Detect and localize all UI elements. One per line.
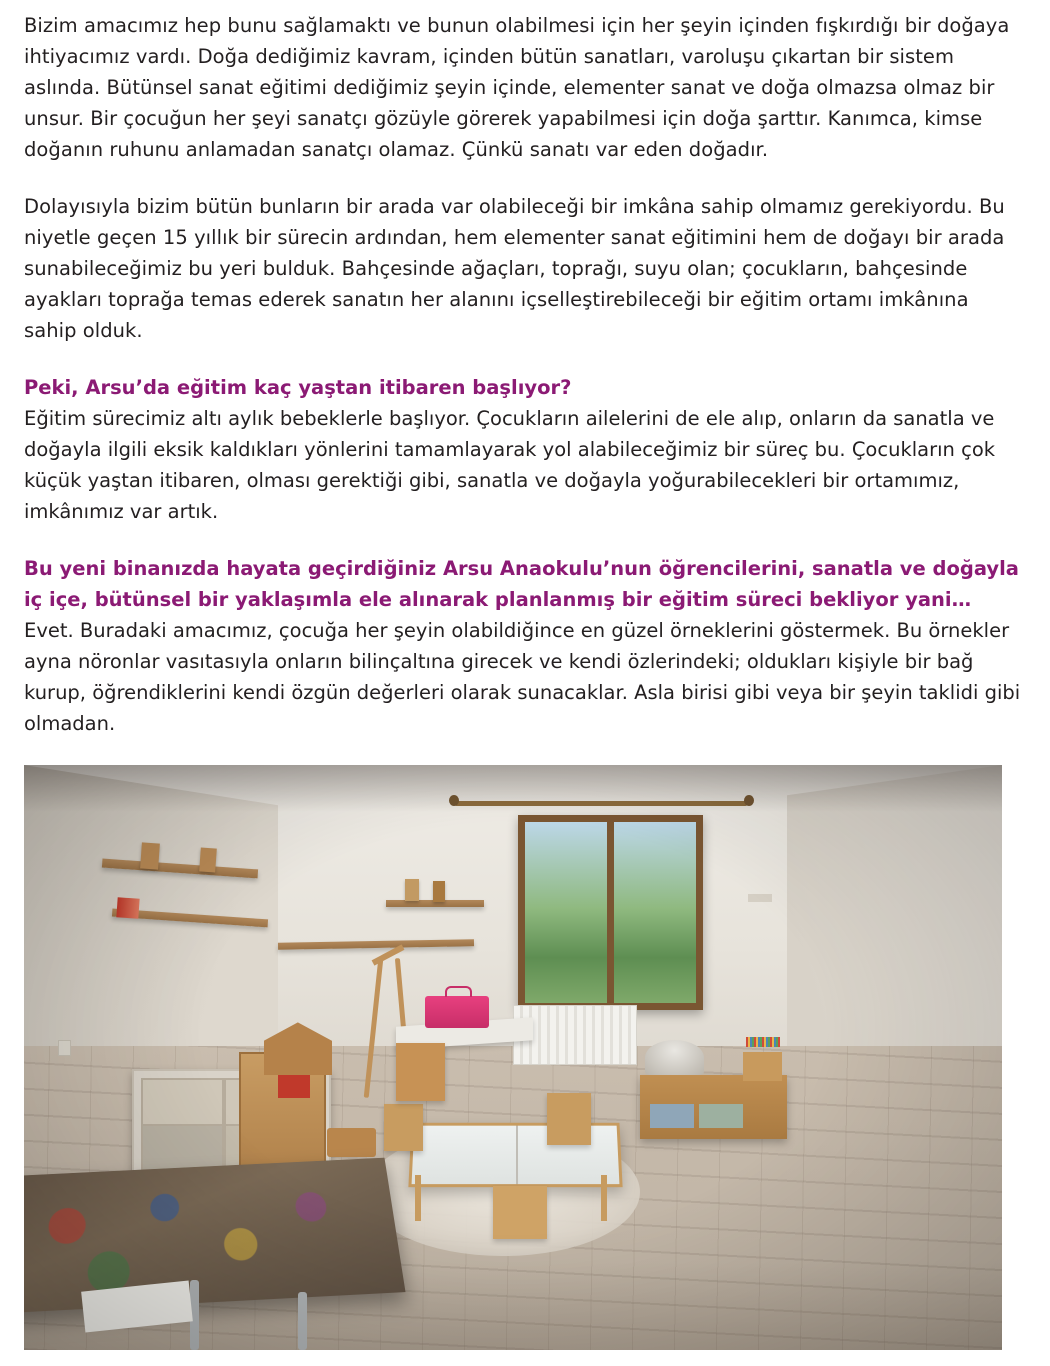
childrens-chair-1 bbox=[384, 1104, 423, 1151]
pink-bag-handle bbox=[445, 986, 472, 997]
storage-cube-3 bbox=[141, 1124, 223, 1172]
answer-1: Eğitim sürecimiz altı aylık bebeklerle başlıyor. Çocukların ailelerini de ele alıp, onların da sanatla ve doğayla ilgili eksik kaldıkları yönlerini tamamlayarak yol alabileceğimiz bir süreç bu. Çocukların çok küçük yaştan itibaren, olması gerektiği gibi, sanatla ve doğayla yoğurabilecekleri bir ortamımız, imkânımız var artık. bbox=[24, 407, 996, 523]
classroom-photo bbox=[24, 765, 1002, 1350]
paint-table-leg-2 bbox=[298, 1292, 307, 1351]
childrens-chair-2 bbox=[493, 1186, 547, 1239]
photo-illustration bbox=[24, 765, 1002, 1350]
table-seam bbox=[516, 1126, 518, 1184]
paragraph-2: Dolayısıyla bizim bütün bunların bir arada var olabileceği bir imkâna sahip olmamız gerekiyordu. Bu niyetle geçen 15 yıllık bir sürecin ardından, hem elementer sanat eğitimini hem de doğayı bir arada sunabileceğimiz bu yeri bulduk. Bahçesinde ağaçları, toprağı, suyu olan; çocukların, bahçesinde ayakları toprağa temas ederek sanatın her alanını içselleştirebileceği bir eğitim ortamı imkânına sahip olduk. bbox=[24, 195, 1005, 342]
childrens-chair-3 bbox=[547, 1093, 591, 1146]
question-1: Peki, Arsu’da eğitim kaç yaştan itibaren başlıyor? bbox=[24, 376, 572, 399]
curtain-rod bbox=[454, 801, 747, 806]
shelf-book bbox=[116, 897, 139, 918]
pencil-cup bbox=[743, 1052, 782, 1081]
pink-bag bbox=[425, 996, 489, 1028]
red-storage-box bbox=[278, 1075, 309, 1098]
storage-bin-1 bbox=[650, 1104, 694, 1127]
table-leg-left bbox=[415, 1175, 421, 1222]
question-2: Bu yeni binanızda hayata geçirdiğiniz Arsu Anaokulu’nun öğrencilerini, sanatla ve doğayla iç içe, bütünsel bir yaklaşımla ele alınarak planlanmış bir eğitim süreci bekliyor yani… bbox=[24, 557, 1019, 611]
shelf-box-4 bbox=[433, 881, 445, 902]
storage-cube-1 bbox=[141, 1078, 223, 1126]
wicker-basket bbox=[327, 1128, 376, 1157]
shelf-box-3 bbox=[405, 879, 419, 901]
bowl-stand bbox=[645, 1040, 704, 1075]
qa-block-1 bbox=[24, 372, 1026, 527]
qa-block-2 bbox=[24, 553, 1026, 739]
paragraph-1: Bizim amacımız hep bunu sağlamaktı ve bunun olabilmesi için her şeyin içinden fışkırdığı bir doğaya ihtiyacımız vardı. Doğa dediğimiz kavram, içinden bütün sanatları, varoluşu çıkartan bir sistem aslında. Bütünsel sanat eğitimi dediğimiz şeyin içinde, elementer sanat ve doğa olmazsa olmaz bir unsur. Bir çocuğun her şeyi sanatçı gözüyle görerek yapabilmesi için doğa şarttır. Kanımca, kimse doğanın ruhunu anlamadan sanatçı olamaz. Çünkü sanatı var eden doğadır. bbox=[24, 14, 1010, 161]
wall-decoration bbox=[748, 894, 772, 903]
table-leg-right bbox=[601, 1175, 607, 1222]
pencils bbox=[746, 1037, 780, 1047]
childrens-chair-4 bbox=[396, 1043, 445, 1102]
storage-bin-2 bbox=[699, 1104, 743, 1127]
shelf-box-2 bbox=[199, 848, 217, 873]
window bbox=[518, 815, 703, 1010]
wall-socket bbox=[58, 1040, 71, 1056]
window-mullion bbox=[607, 822, 614, 1003]
shelf-box-1 bbox=[140, 842, 160, 869]
answer-2: Evet. Buradaki amacımız, çocuğa her şeyin olabildiğince en güzel örneklerini göstermek. Bu örnekler ayna nöronlar vasıtasıyla onların bilinçaltına girecek ve kendi özlerindeki; oldukları kişiyle bir bağ kurup, öğrendiklerini kendi özgün değerleri olarak sunacaklar. Asla birisi gibi veya bir şeyin taklidi gibi olmadan. bbox=[24, 619, 1021, 735]
